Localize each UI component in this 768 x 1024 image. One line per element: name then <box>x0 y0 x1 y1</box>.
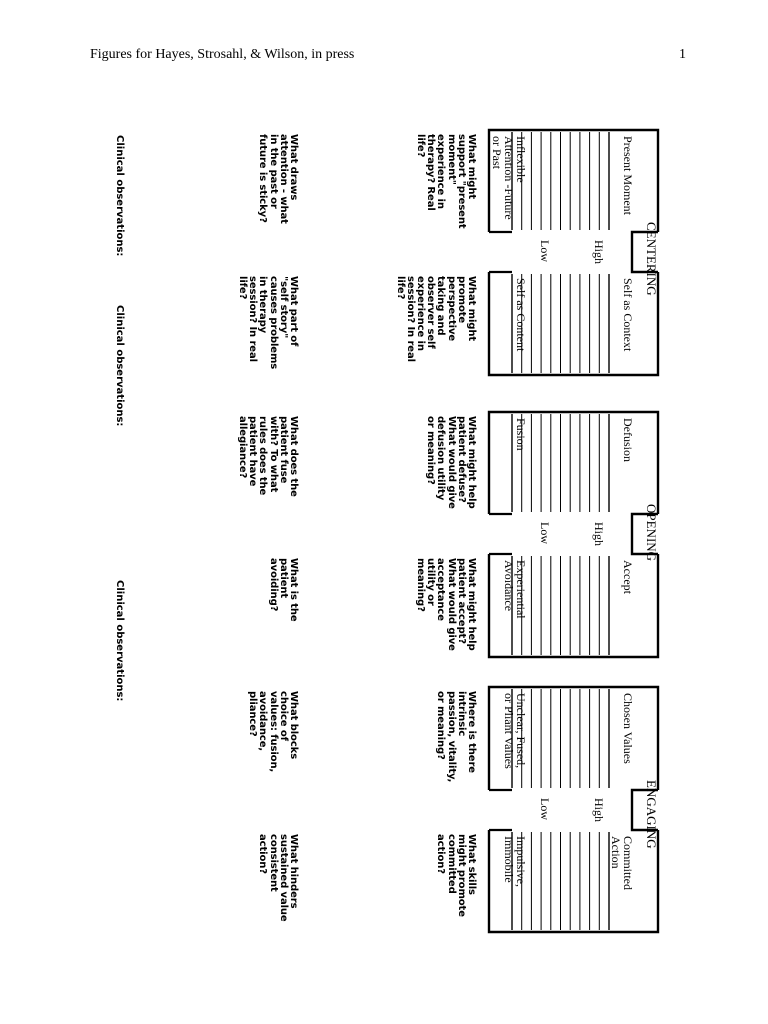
help-question-left: Where is there intrinsic passion, vitality, or meaning? <box>435 691 477 783</box>
page-header-title: Figures for Hayes, Strosahl, & Wilson, in press <box>90 47 355 62</box>
help-question-left: What might help patient defuse? What would give defusion utility or meaning? <box>425 416 477 509</box>
scale-low-label: Low <box>538 522 552 544</box>
box-left-top-label: Defusion <box>621 418 635 462</box>
box-right-top-label: Self as Context <box>621 278 635 352</box>
section-title: OPENING <box>644 504 659 562</box>
section-title: ENGAGING <box>644 780 659 849</box>
scale-low-label: Low <box>538 240 552 262</box>
box-left-bottom-label: Inflexible Attention -Future or Past <box>490 136 528 220</box>
barrier-question-left: What draws attention - what in the past or future is sticky? <box>257 134 299 224</box>
box-right-bottom-label: Impulsive, Immobile <box>502 836 528 887</box>
clinical-observations-label: Clinical observations: <box>114 580 125 702</box>
box-left-top-label: Chosen Values <box>621 693 635 764</box>
section-title: CENTERING <box>644 222 659 296</box>
barrier-question-left: What does the patient fuse with? To what rules does the patient have allegiance? <box>236 416 299 497</box>
box-left-top-label: Present Moment <box>621 136 635 215</box>
box-left-bottom-label: Fusion <box>514 418 528 451</box>
scale-high-label: High <box>592 240 606 264</box>
page-number: 1 <box>679 47 686 62</box>
barrier-question-right: What part of "self story" causes problems in therapy session? In real life? <box>236 276 299 370</box>
barrier-question-right: What hinders sustained value consistent action? <box>257 834 299 922</box>
help-question-right: What skills might promote committed action? <box>435 834 477 917</box>
help-question-left: What might support "present moment" experience in therapy? Real life? <box>414 134 477 229</box>
barrier-question-right: What is the patient avoiding? <box>267 558 299 622</box>
scale-high-label: High <box>592 798 606 822</box>
clinical-observations-label: Clinical observations: <box>114 135 125 257</box>
help-question-right: What might help patient accept? What would give acceptance utility or meaning? <box>414 558 477 651</box>
barrier-question-left: What blocks choice of values: fusion, avoidance, pliance? <box>247 691 299 773</box>
box-right-top-label: Accept <box>621 560 635 594</box>
box-right-top-label: Committed Action <box>609 836 635 890</box>
box-left-bottom-label: Unclear, Fused, or Pliant Values <box>502 693 528 769</box>
scale-high-label: High <box>592 522 606 546</box>
clinical-observations-label: Clinical observations: <box>114 305 125 427</box>
help-question-right: What might promote perspective taking and observer self experience in session? In real life? <box>394 276 477 362</box>
box-right-bottom-label: Experiential Avoidance <box>502 560 528 619</box>
scale-low-label: Low <box>538 798 552 820</box>
box-right-bottom-label: Self as Content <box>514 278 528 352</box>
